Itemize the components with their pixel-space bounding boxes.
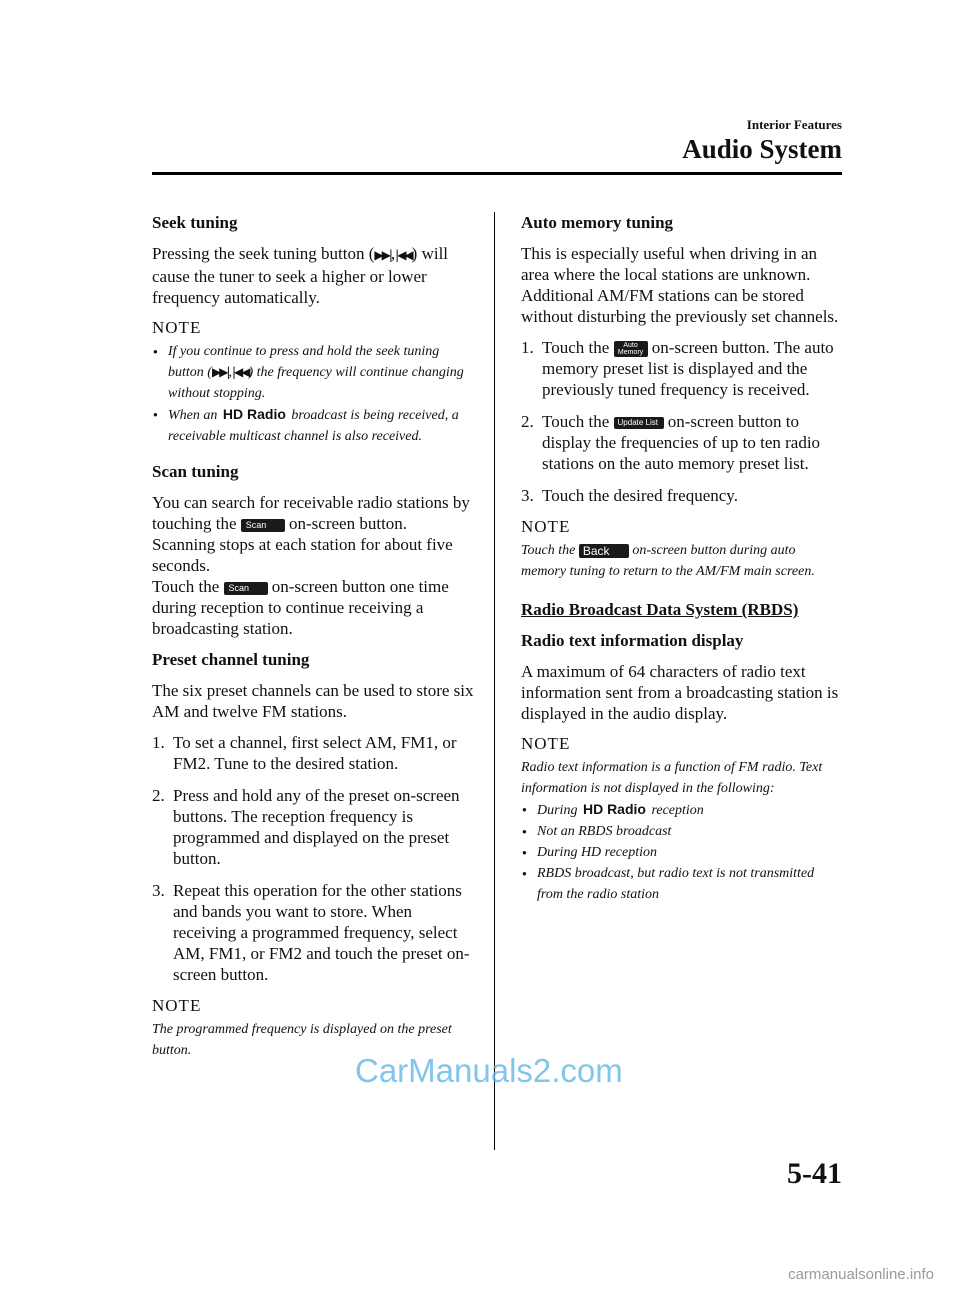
- scan-button[interactable]: Scan: [241, 519, 285, 532]
- preset-tuning-body: The six preset channels can be used to store six AM and twelve FM stations.: [152, 681, 474, 721]
- seek-down-icon: |◀◀: [231, 365, 249, 379]
- list-item: ● During HD Radio reception: [521, 799, 843, 821]
- radio-text-bullets: [521, 799, 843, 905]
- back-button[interactable]: Back: [579, 544, 629, 558]
- seek-up-icon: ▶▶|: [374, 248, 391, 262]
- seek-up-icon: ▶▶|: [211, 365, 229, 379]
- list-item: 2. Press and hold any of the preset on-screen buttons. The reception frequency is programmed and displayed on the preset button.: [152, 786, 460, 868]
- center-watermark: CarManuals2.com: [355, 1052, 623, 1089]
- list-item: ● When an HD Radio broadcast is being received, a receivable multicast channel is also received.: [152, 404, 474, 447]
- column-divider: [494, 212, 495, 1150]
- header-rule: [152, 172, 842, 175]
- list-item: 3. Touch the desired frequency.: [521, 486, 738, 505]
- list-item: ● RBDS broadcast, but radio text is not transmitted from the radio station: [521, 863, 843, 905]
- scan-button[interactable]: Scan: [224, 582, 268, 595]
- note-label: NOTE: [152, 318, 202, 337]
- radio-text-note: Radio text information is a function of FM radio. Text information is not displayed in the following:: [521, 760, 823, 796]
- scan-tuning-body-3: Touch the Scan on-screen button one time during reception to continue receiving a broadcasting station.: [152, 577, 449, 638]
- page-number: 5-41: [787, 1157, 842, 1190]
- hd-radio-logo-icon: HD Radio: [222, 406, 286, 422]
- auto-memory-steps: [521, 337, 843, 506]
- note-label: NOTE: [152, 996, 202, 1015]
- list-item: ● Not an RBDS broadcast: [521, 821, 843, 842]
- seek-tuning-heading: Seek tuning: [152, 213, 238, 232]
- auto-memory-body: This is especially useful when driving in an area where the local stations are unknown. Additional AM/FM stations can be stored without disturbing the previously set channels.: [521, 244, 839, 326]
- left-column: [152, 212, 474, 1074]
- list-item: 1. To set a channel, first select AM, FM1, or FM2. Tune to the desired station.: [152, 733, 457, 773]
- list-item: 3. Repeat this operation for the other stations and bands you want to store. When receiving a programmed frequency, select AM, FM1, or FM2 and touch the preset on-screen button.: [152, 881, 470, 984]
- seek-note-list: [152, 341, 474, 447]
- scan-tuning-heading: Scan tuning: [152, 462, 239, 481]
- scan-tuning-body-2: Scanning stops at each station for about five seconds.: [152, 535, 453, 575]
- auto-memory-heading: Auto memory tuning: [521, 213, 674, 232]
- auto-memory-button[interactable]: Auto Memory: [614, 341, 648, 357]
- radio-text-body: A maximum of 64 characters of radio text information sent from a broadcasting station is displayed in the audio display.: [521, 662, 839, 723]
- preset-tuning-heading: Preset channel tuning: [152, 650, 310, 669]
- list-item: 1. Touch the Auto Memory on-screen button. The auto memory preset list is displayed and the previously tuned frequency is received.: [521, 338, 834, 399]
- rbds-heading: Radio Broadcast Data System (RBDS): [521, 600, 799, 619]
- footer-watermark: carmanualsonline.info: [788, 1266, 934, 1283]
- header-section: Interior Features: [746, 117, 842, 132]
- radio-text-heading: Radio text information display: [521, 631, 744, 650]
- seek-tuning-body: Pressing the seek tuning button (▶▶|,|◀◀) will cause the tuner to seek a higher or lower frequency automatically.: [152, 244, 449, 307]
- list-item: ● If you continue to press and hold the seek tuning button (▶▶|,|◀◀) the frequency will continue changing without stopping.: [152, 341, 474, 404]
- update-list-button[interactable]: Update List: [614, 417, 664, 429]
- scan-tuning-body: You can search for receivable radio stations by touching the Scan on-screen button.: [152, 493, 470, 533]
- note-label: NOTE: [521, 734, 571, 753]
- hd-radio-logo-icon: HD Radio: [582, 801, 646, 817]
- header-title: Audio System: [682, 134, 842, 164]
- right-column: [521, 212, 843, 919]
- preset-steps: [152, 732, 474, 985]
- list-item: ● During HD reception: [521, 842, 843, 863]
- note-label: NOTE: [521, 517, 571, 536]
- list-item: 2. Touch the Update List on-screen button to display the frequencies of up to ten radio stations on the auto memory preset list.: [521, 412, 821, 473]
- preset-note: The programmed frequency is displayed on the preset button.: [152, 1022, 452, 1058]
- seek-down-icon: |◀◀: [395, 248, 412, 262]
- auto-memory-note: Touch the Back on-screen button during auto memory tuning to return to the AM/FM main screen.: [521, 543, 815, 579]
